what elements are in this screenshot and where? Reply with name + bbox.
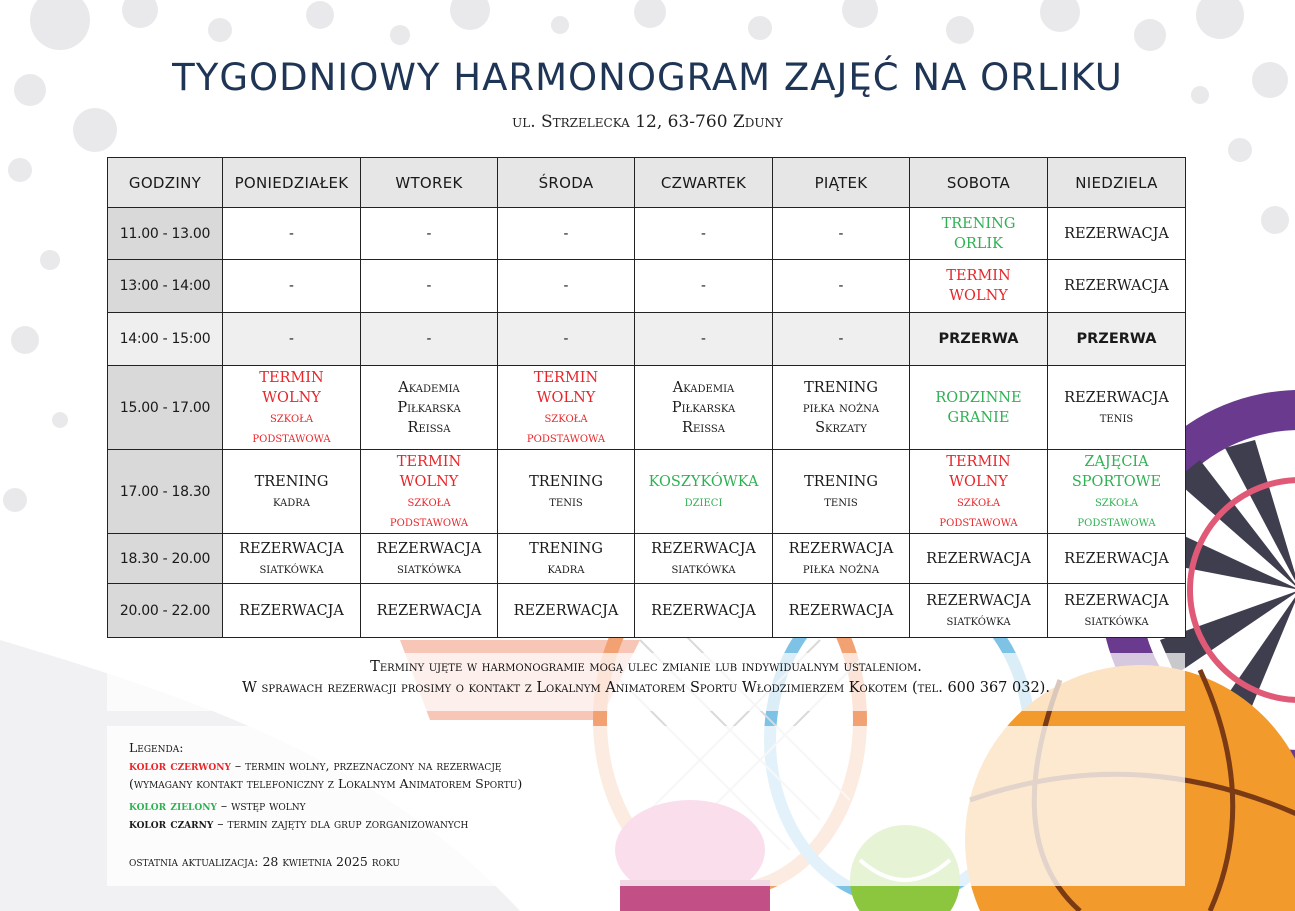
cell-text: Reissa — [407, 419, 451, 436]
cell-text: REZERWACJA — [1064, 225, 1169, 242]
cell-text: piłka nożna — [802, 560, 880, 577]
hours-cell: 20.00 - 22.00 — [108, 584, 223, 638]
cell-text: REZERWACJA — [513, 602, 619, 619]
schedule-cell — [223, 313, 361, 366]
cell-text: WOLNY — [536, 389, 596, 406]
cell-text: szkoła — [544, 409, 588, 426]
cell-text: piłka nożna — [802, 399, 880, 416]
legend-red-note: (wymagany kontakt telefoniczny z Lokalnym Animatorem Sportu) — [129, 776, 523, 791]
table-row — [108, 313, 1186, 366]
schedule-cell — [361, 450, 498, 534]
cell-text: KOSZYKÓWKA — [648, 473, 759, 490]
schedule-cell — [635, 260, 773, 313]
cell-text: GRANIE — [947, 409, 1010, 426]
cell-text: - — [563, 225, 569, 242]
cell-text: Akademia — [672, 379, 735, 396]
schedule-cell — [1048, 584, 1186, 638]
schedule-cell — [498, 534, 635, 584]
cell-text: - — [289, 278, 294, 294]
address-subtitle: ul. Strzelecka 12, 63-760 Zduny — [512, 112, 783, 132]
schedule-cell — [635, 366, 773, 450]
schedule-cell — [773, 534, 910, 584]
schedule-cell — [773, 313, 910, 366]
schedule-cell — [635, 208, 773, 260]
cell-text: REZERWACJA — [1064, 278, 1169, 294]
cell-text: PRZERWA — [1076, 331, 1157, 347]
schedule-cell — [910, 313, 1048, 366]
schedule-cell — [1048, 534, 1186, 584]
cell-text: TRENING — [529, 473, 603, 490]
hours-cell: 14:00 - 15:00 — [108, 313, 223, 366]
cell-text: RODZINNE — [935, 389, 1022, 406]
cell-text: REZERWACJA — [239, 540, 344, 557]
schedule-cell — [498, 260, 635, 313]
cell-text: WOLNY — [949, 473, 1008, 490]
cell-text: siatkówka — [1084, 612, 1149, 629]
legend-heading: Legenda: — [129, 740, 184, 755]
schedule-cell — [910, 366, 1048, 450]
cell-text: TRENING — [254, 473, 329, 490]
cell-text: REZERWACJA — [651, 540, 756, 557]
schedule-cell — [1048, 208, 1186, 260]
cell-text: tenis — [1099, 409, 1134, 426]
cell-text: dzieci — [684, 493, 723, 510]
schedule-cell — [498, 366, 635, 450]
header-cell: PIĄTEK — [773, 158, 910, 208]
schedule-cell — [223, 260, 361, 313]
cell-text: podstawowa — [1077, 513, 1156, 530]
cell-text: podstawowa — [389, 513, 469, 530]
hours-cell: 17.00 - 18.30 — [108, 450, 223, 534]
cell-text: REZERWACJA — [926, 550, 1031, 567]
cell-text: WOLNY — [399, 473, 459, 490]
table-row — [108, 366, 1186, 450]
cell-text: TRENING — [804, 473, 878, 490]
cell-text: kadra — [547, 560, 585, 577]
page-title: TYGODNIOWY HARMONOGRAM ZAJĘĆ NA ORLIKU — [172, 56, 1123, 99]
schedule-cell — [1048, 450, 1186, 534]
cell-text: WOLNY — [262, 389, 321, 406]
legend-green — [129, 798, 306, 813]
cell-text: - — [289, 225, 294, 242]
cell-text: tenis — [549, 493, 583, 510]
cell-text: - — [838, 278, 844, 294]
cell-text: tenis — [824, 493, 858, 510]
cell-text: REZERWACJA — [788, 540, 894, 557]
schedule-cell — [635, 584, 773, 638]
cell-text: REZERWACJA — [1064, 389, 1169, 406]
schedule-cell — [223, 366, 361, 450]
cell-text: siatkówka — [396, 560, 462, 577]
legend-green-text: – wstęp wolny — [216, 798, 306, 813]
schedule-cell — [498, 450, 635, 534]
hours-cell: 13:00 - 14:00 — [108, 260, 223, 313]
table-row — [108, 534, 1186, 584]
hours-cell: 18.30 - 20.00 — [108, 534, 223, 584]
schedule-cell — [773, 260, 910, 313]
cell-text: - — [426, 225, 432, 242]
cell-text: TERMIN — [396, 453, 462, 470]
cell-text: ZAJĘCIA — [1084, 453, 1149, 470]
cell-text: - — [838, 225, 844, 242]
cell-text: - — [289, 331, 294, 347]
header-cell: CZWARTEK — [635, 158, 773, 208]
cell-text: REZERWACJA — [1064, 592, 1169, 609]
cell-text: REZERWACJA — [926, 592, 1031, 609]
schedule-cell — [223, 450, 361, 534]
cell-text: TRENING — [804, 379, 878, 396]
cell-text: Skrzaty — [815, 419, 867, 436]
cell-text: siatkówka — [259, 560, 324, 577]
schedule-cell — [498, 584, 635, 638]
schedule-cell — [773, 584, 910, 638]
schedule-cell — [223, 208, 361, 260]
schedule-cell — [361, 366, 498, 450]
cell-text: REZERWACJA — [376, 540, 482, 557]
cell-text: REZERWACJA — [376, 602, 482, 619]
legend-red-key: kolor czerwony — [129, 758, 231, 773]
cell-text: podstawowa — [526, 429, 606, 446]
schedule-cell — [498, 313, 635, 366]
last-updated: ostatnia aktualizacja: 28 kwietnia 2025 roku — [129, 854, 400, 869]
cell-text: TRENING — [529, 540, 603, 557]
cell-text: REZERWACJA — [651, 602, 756, 619]
table-row — [108, 584, 1186, 638]
schedule-cell — [635, 450, 773, 534]
cell-text: szkoła — [269, 409, 314, 426]
header-cell: ŚRODA — [498, 158, 635, 208]
legend-box — [107, 726, 1185, 886]
cell-text: TERMIN — [533, 369, 599, 386]
header-cell: SOBOTA — [910, 158, 1048, 208]
schedule-cell — [773, 366, 910, 450]
cell-text: TERMIN — [946, 268, 1011, 284]
schedule-cell — [910, 208, 1048, 260]
schedule-cell — [1048, 366, 1186, 450]
cell-text: TERMIN — [259, 369, 324, 386]
cell-text: - — [701, 278, 706, 294]
schedule-cell — [635, 313, 773, 366]
schedule-cell — [361, 260, 498, 313]
cell-text: REZERWACJA — [1064, 550, 1169, 567]
schedule-cell — [910, 260, 1048, 313]
table-header-row — [108, 158, 1186, 208]
legend-red — [129, 758, 502, 773]
cell-text: SPORTOWE — [1071, 473, 1162, 490]
hours-cell: 11.00 - 13.00 — [108, 208, 223, 260]
table-row — [108, 208, 1186, 260]
cell-text: siatkówka — [946, 612, 1011, 629]
hours-cell: 15.00 - 17.00 — [108, 366, 223, 450]
cell-text: TERMIN — [946, 453, 1011, 470]
cell-text: REZERWACJA — [788, 602, 894, 619]
cell-text: - — [563, 278, 569, 294]
cell-text: szkoła — [407, 493, 451, 510]
cell-text: TRENING — [941, 215, 1016, 232]
schedule-cell — [223, 534, 361, 584]
cell-text: - — [701, 331, 706, 347]
schedule-cell — [773, 208, 910, 260]
schedule-cell — [635, 534, 773, 584]
header-cell: NIEDZIELA — [1048, 158, 1186, 208]
cell-text: - — [701, 225, 706, 242]
schedule-cell — [1048, 313, 1186, 366]
schedule-cell — [361, 208, 498, 260]
legend-black-text: – termin zajęty dla grup zorganizowanych — [213, 816, 469, 831]
cell-text: - — [426, 331, 432, 347]
cell-text: - — [563, 331, 569, 347]
cell-text: siatkówka — [671, 560, 736, 577]
cell-text: szkoła — [956, 493, 1001, 510]
cell-text: Piłkarska — [397, 399, 461, 416]
schedule-cell — [498, 208, 635, 260]
legend-green-key: kolor zielony — [129, 798, 217, 813]
header-cell: GODZINY — [108, 158, 223, 208]
cell-text: Reissa — [682, 419, 725, 436]
cell-text: REZERWACJA — [239, 602, 344, 619]
cell-text: - — [838, 331, 844, 347]
legend-black-key: kolor czarny — [129, 816, 214, 831]
cell-text: WOLNY — [949, 288, 1008, 304]
schedule-cell — [361, 584, 498, 638]
header-cell: PONIEDZIAŁEK — [223, 158, 361, 208]
schedule-table — [107, 157, 1186, 638]
header-cell: WTOREK — [361, 158, 498, 208]
cell-text: Akademia — [398, 379, 460, 396]
table-row — [108, 260, 1186, 313]
cell-text: Piłkarska — [671, 399, 736, 416]
schedule-cell — [361, 534, 498, 584]
schedule-cell — [1048, 260, 1186, 313]
legend-black — [129, 816, 468, 831]
schedule-cell — [361, 313, 498, 366]
cell-text: ORLIK — [954, 235, 1003, 252]
schedule-cell — [773, 450, 910, 534]
legend-red-text: – termin wolny, przeznaczony na rezerwację — [230, 758, 502, 773]
schedule-cell — [910, 450, 1048, 534]
cell-text: PRZERWA — [938, 331, 1019, 347]
notice-line-1: Terminy ujęte w harmonogramie mogą ulec zmianie lub indywidualnym ustaleniom. — [370, 659, 922, 675]
cell-text: podstawowa — [939, 513, 1018, 530]
schedule-cell — [223, 584, 361, 638]
schedule-cell — [910, 584, 1048, 638]
cell-text: szkoła — [1094, 493, 1139, 510]
cell-text: kadra — [272, 493, 311, 510]
cell-text: podstawowa — [252, 429, 331, 446]
cell-text: - — [426, 278, 432, 294]
schedule-cell — [910, 534, 1048, 584]
notice-line-2: W sprawach rezerwacji prosimy o kontakt z Lokalnym Animatorem Sportu Włodzimierzem Kokotem (tel. 600 367 032). — [242, 680, 1050, 696]
table-row — [108, 450, 1186, 534]
notice-box — [107, 653, 1185, 711]
